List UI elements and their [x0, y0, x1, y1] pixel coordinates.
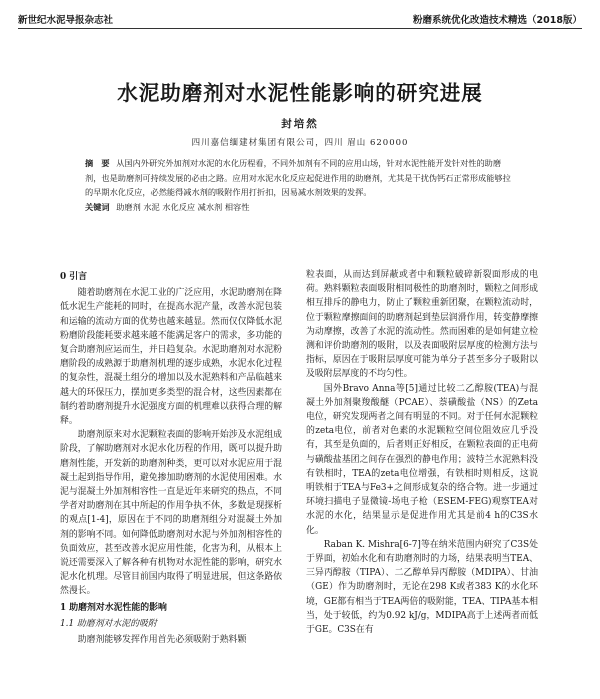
abstract — [85, 156, 515, 214]
section-introduction: 0 引言 — [60, 272, 88, 282]
header-right: 粉磨系统优化改造技术精选（2018版） — [413, 15, 582, 26]
subsection-heading: 1.1 助磨剂对水泥的吸附 — [60, 618, 157, 629]
right-column — [306, 268, 538, 637]
paragraph: 随着助磨剂在水泥工业的广泛应用，水泥助磨剂在降低水泥生产能耗的同时，在提高水泥产量，改善水泥包装和运输的流动方面的优势也越来越显。然而仅仅降低水泥粉磨阶段能耗要求越来越不能满足客户的需求，多功能的复合助磨剂应运而生，并日趋复杂。水泥助磨剂对水泥粉磨阶段的成熟源于助磨剂机理的逐步成熟，水泥水化过程的复杂性，混凝土组分的增加以及水泥熟料和产品临越来越大的环保压力，摆加更多类型的混合材，这些因素都在制约着助磨剂提升水泥强度方面的机理难以获得合理的解释。 — [60, 288, 282, 427]
keywords: 助磨剂 水泥 水化反应 减水剂 相容性 — [116, 201, 250, 212]
left-column — [60, 268, 282, 647]
abstract-label: 摘 要 — [85, 158, 110, 168]
header-left: 新世纪水泥导报杂志社 — [18, 15, 114, 26]
paragraph: 国外Bravo Anna等[5]通过比较二乙醇胺(TEA)与混凝土外加剂聚羧酸醚（PCAE）、萘磺酸盐（NS）的Zeta电位，研究发现两者之间有明显的不同。对于任何水泥颗粒的zeta电位，前者对色素的水泥颗粒空间位阻效应几乎没有，其至是负面的，后者则正好相反，在颗粒表面的正电荷与磺酸盐基团之间存在强烈的静电作用；波特兰水泥熟料没有铁相时，TEA的zeta电位增强，有铁相时则相反，这说明铁相于TEA与Fe3+之间形成复杂的络合物。进一步通过环境扫描电子显微镜-场电子枪（ESEM-FEG)观察TEA对水泥的水化，结果显示是促进作用尤其是前4 h的C3S水化。 — [306, 383, 538, 536]
keywords-label: 关键词 — [85, 201, 110, 212]
paragraph: 粒表面，从而达到屏蔽或者中和颗粒破碎新裂面形成的电荷。熟料颗粒表面吸附相同极性的助磨剂时，颗粒之间形成相互排斥的静电力，防止了颗粒重新团聚，在颗粒流动时，位于颗粒摩擦面间的助磨剂起到垫层润滑作用，转变静摩擦为动摩擦，改善了水泥的流动性。然而困难的是如何建立检测和评价助磨剂的吸附，以及表面吸附层厚度的检测方法与指标，原因在于吸附层厚度可能为单分子甚至多分子吸附以及吸附层厚度的不均匀性。 — [306, 270, 538, 380]
paragraph: 助磨剂原来对水泥颗粒表面的影响开始涉及水泥组成阶段，了解助磨剂对水泥水化历程的作用，既可以提升助磨剂性能，开发新的助磨剂种类，更可以对水泥应用于混凝土起到指导作用，避免掺加助磨剂的水泥使用困难。水泥与混凝土外加剂相容性一直是近年来研究的热点，不同学者对助磨剂在其中所起的作用争执不休，多数是现探析的观点[1-4]，原因在于不同的助磨剂组分对混凝土外加剂的影响不同。如何降低助磨剂对水泥与外加剂相容性的负面效应，甚至改善水泥应用性能，化害为利，从根本上说还需要深入了解各种有机物对水泥性能的影响，研究水泥水化机理。尽管目前国内取得了明显进展，但这条路依然漫长。 — [60, 430, 282, 597]
paper-title: 水泥助磨剂对水泥性能影响的研究进展 — [117, 81, 483, 105]
paragraph: Raban K. Mishra[6-7]等在纳米范围内研究了C3S处于界面，初始水化和有助磨剂时的力场，结果表明当TEA、三异丙醇胺（TIPA）、二乙醇单异丙醇胺（MDIPA）、甘油（GE）作为助磨剂时，无论在298 K或者383 K的水化环境，GE都有相当于TEA两倍的吸附能，TEA、TIPA基本相当，处于较低，约为0.92 kJ/g，MDIPA高于上述两者而低于GE。C3S在有 — [306, 539, 538, 636]
abstract-text: 从国内外研究外加剂对水泥的水化历程看，不同外加剂有不同的应用山场，针对水泥性能开发针对性的助磨剂，也是助磨剂可持续发展的必由之路。应用对水泥水化反应起促进作用的助磨剂，尤其是干扰伪钙石正常形成能够拉的早期水化反应，必然能得减水剂的吸附作用打折扣，因易减水剂效果的发挥。 — [85, 158, 511, 197]
running-header — [18, 10, 582, 29]
paragraph: 助磨剂能够发挥作用首先必须吸附于熟料颗 — [77, 635, 247, 646]
author: 封培然 — [281, 118, 319, 130]
affiliation: 四川嘉信缅建材集团有限公司，四川 眉山 620000 — [191, 138, 409, 148]
section-heading: 1 助磨剂对水泥性能的影响 — [60, 602, 167, 613]
